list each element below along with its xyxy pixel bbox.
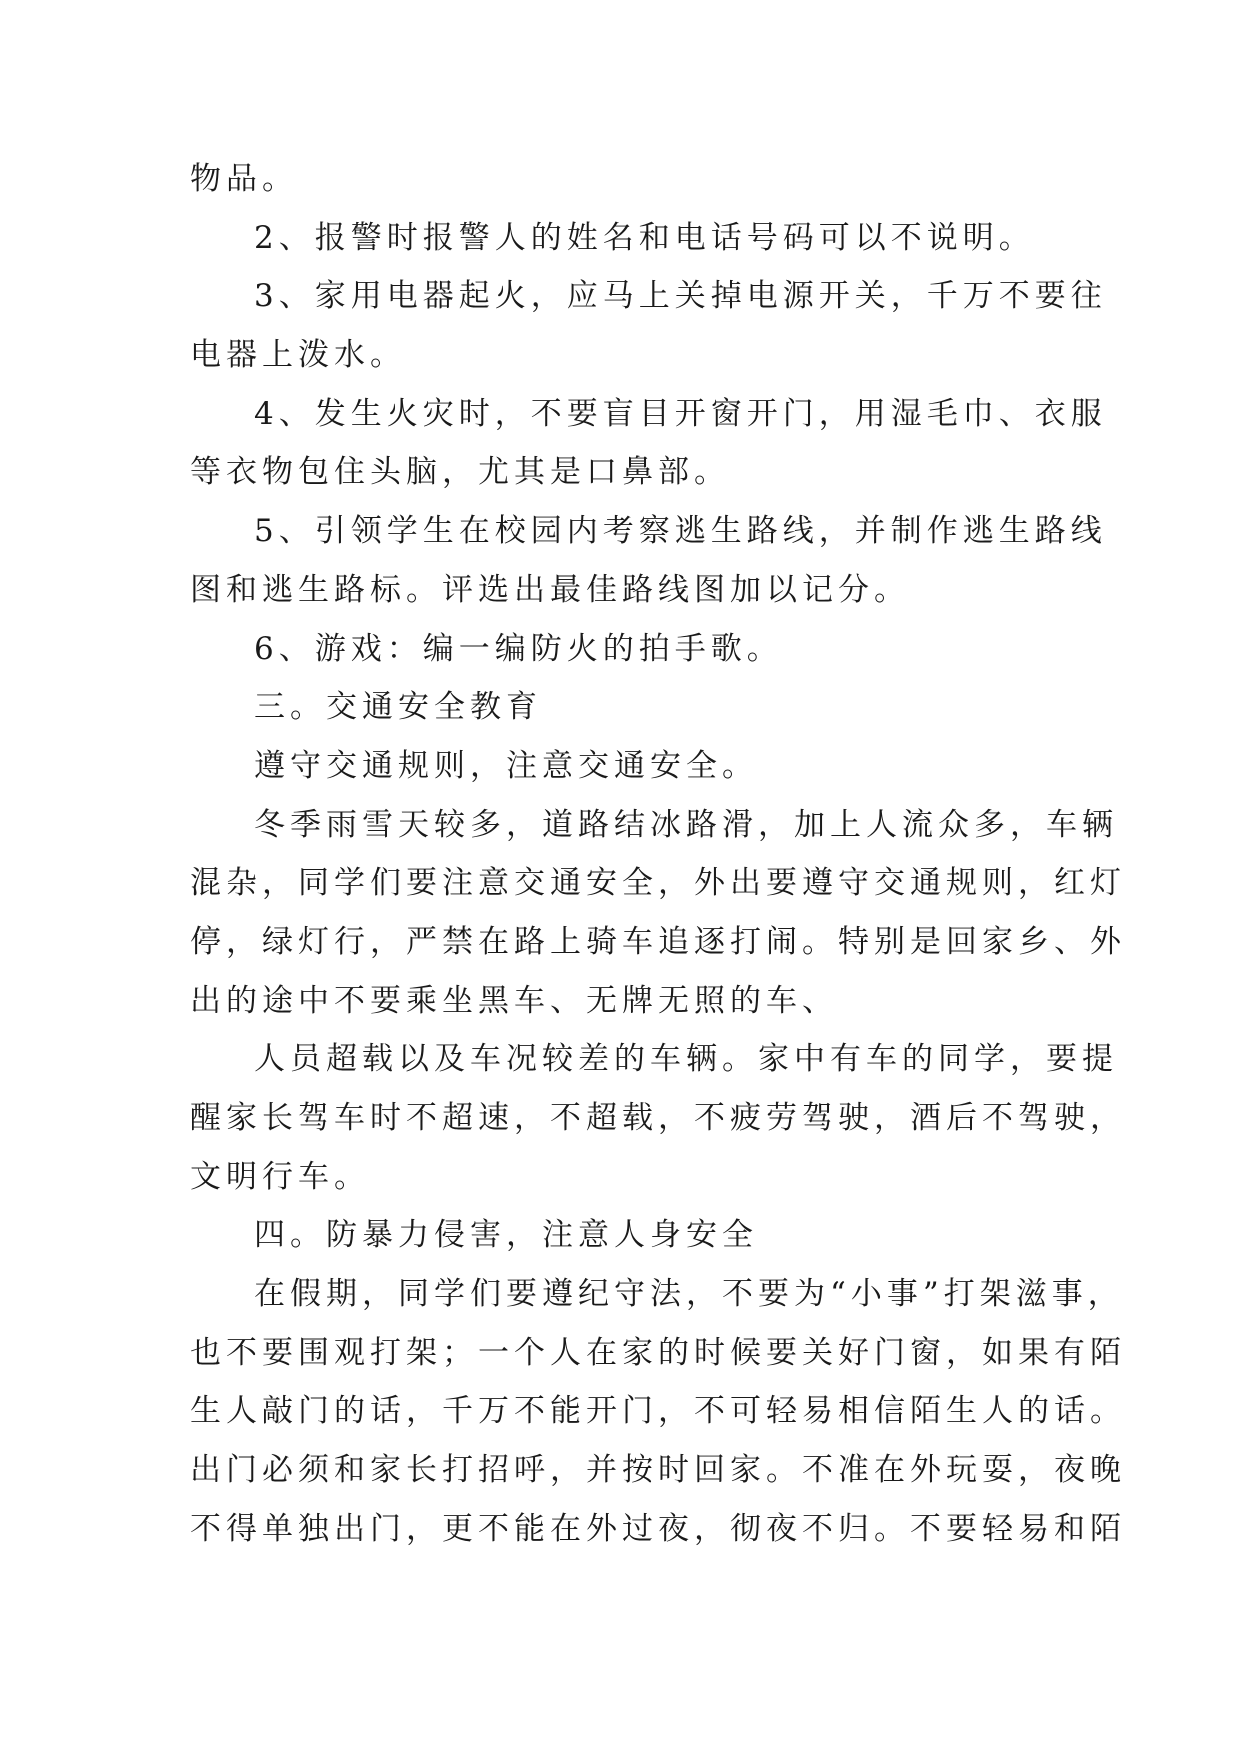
paragraph-line: 人员超载以及车况较差的车辆。家中有车的同学，要提 xyxy=(254,1041,1118,1078)
paragraph-line: 3、家用电器起火，应马上关掉电源开关，千万不要往 xyxy=(254,278,1107,315)
paragraph-line: 生人敲门的话，千万不能开门，不可轻易相信陌生人的话。 xyxy=(190,1393,1126,1430)
paragraph-line: 5、引领学生在校园内考察逃生路线，并制作逃生路线 xyxy=(254,513,1107,550)
paragraph-line: 出的途中不要乘坐黑车、无牌无照的车、 xyxy=(190,982,838,1019)
paragraph-line: 出门必须和家长打招呼，并按时回家。不准在外玩耍，夜晚 xyxy=(190,1452,1126,1489)
paragraph-line: 2、报警时报警人的姓名和电话号码可以不说明。 xyxy=(254,219,1035,256)
paragraph-line: 文明行车。 xyxy=(190,1158,370,1195)
paragraph-line: 也不要围观打架；一个人在家的时候要关好门窗，如果有陌 xyxy=(190,1334,1126,1371)
paragraph-line: 4、发生火灾时，不要盲目开窗开门，用湿毛巾、衣服 xyxy=(254,395,1107,432)
paragraph-line: 在假期，同学们要遵纪守法，不要为“小事”打架滋事， xyxy=(254,1276,1124,1313)
paragraph-line: 不得单独出门，更不能在外过夜，彻夜不归。不要轻易和陌 xyxy=(190,1510,1126,1547)
body-text xyxy=(190,150,1126,1559)
paragraph-line: 冬季雨雪天较多，道路结冰路滑，加上人流众多，车辆 xyxy=(254,806,1118,843)
paragraph-line: 6、游戏：编一编防火的拍手歌。 xyxy=(254,630,783,667)
paragraph-line: 混杂，同学们要注意交通安全，外出要遵守交通规则，红灯 xyxy=(190,865,1126,902)
paragraph-line: 醒家长驾车时不超速，不超载，不疲劳驾驶，酒后不驾驶， xyxy=(190,1100,1126,1136)
paragraph-line: 等衣物包住头脑，尤其是口鼻部。 xyxy=(190,454,730,491)
section-heading: 三。交通安全教育 xyxy=(254,689,542,726)
paragraph-line: 遵守交通规则，注意交通安全。 xyxy=(254,747,758,784)
paragraph-line: 电器上泼水。 xyxy=(190,337,406,374)
section-heading: 四。防暴力侵害，注意人身安全 xyxy=(254,1217,758,1254)
paragraph-line: 停，绿灯行，严禁在路上骑车追逐打闹。特别是回家乡、外 xyxy=(190,923,1126,960)
paragraph-line: 物品。 xyxy=(190,161,298,197)
paragraph-line: 图和逃生路标。评选出最佳路线图加以记分。 xyxy=(190,571,910,608)
